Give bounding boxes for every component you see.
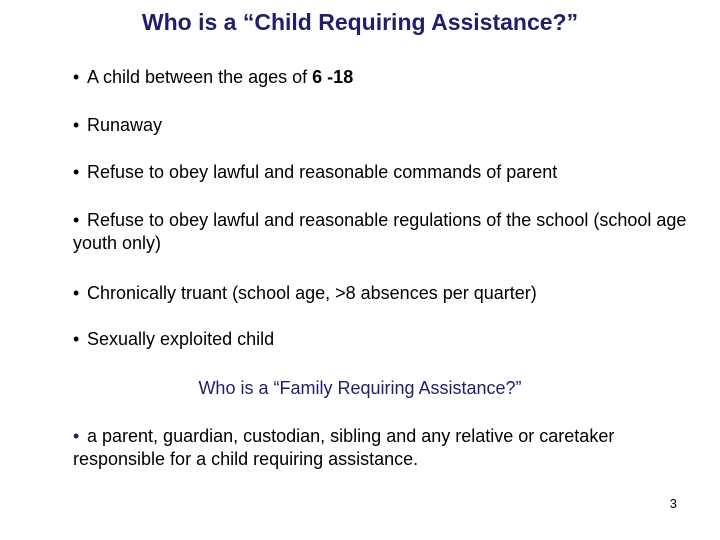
criterion-text: A child between the ages of: [87, 67, 313, 87]
criterion-runaway: [73, 114, 693, 137]
criterion-text: Runaway: [87, 115, 163, 135]
bullet-icon: •: [73, 329, 80, 349]
age-range-value: 6 -18: [312, 67, 354, 87]
bullet-icon: •: [73, 283, 80, 303]
family-definition: [73, 425, 673, 471]
criterion-text: Refuse to obey lawful and reasonable commands of parent: [87, 162, 558, 182]
bullet-icon: •: [73, 67, 80, 87]
criterion-text: Chronically truant (school age, >8 absences per quarter): [87, 283, 537, 303]
criterion-exploited: [73, 328, 693, 351]
criterion-parent-commands: [73, 161, 693, 184]
criterion-truancy: [73, 282, 693, 305]
criterion-age-range: [73, 66, 693, 89]
slide-title: Who is a “Child Requiring Assistance?”: [141, 9, 579, 35]
bullet-icon: •: [73, 115, 80, 135]
criterion-text: Refuse to obey lawful and reasonable regulations of the school (school age youth only): [73, 210, 687, 253]
family-subtitle: Who is a “Family Requiring Assistance?”: [198, 378, 522, 398]
bullet-icon: •: [73, 162, 80, 182]
criterion-text: Sexually exploited child: [87, 329, 275, 349]
criterion-school-regulations: [73, 209, 693, 255]
bullet-icon: •: [73, 210, 80, 230]
bullet-icon: •: [73, 426, 80, 446]
family-definition-text: a parent, guardian, custodian, sibling and any relative or caretaker responsible for a child requiring assistance.: [73, 426, 615, 469]
page-number: 3: [669, 496, 677, 511]
